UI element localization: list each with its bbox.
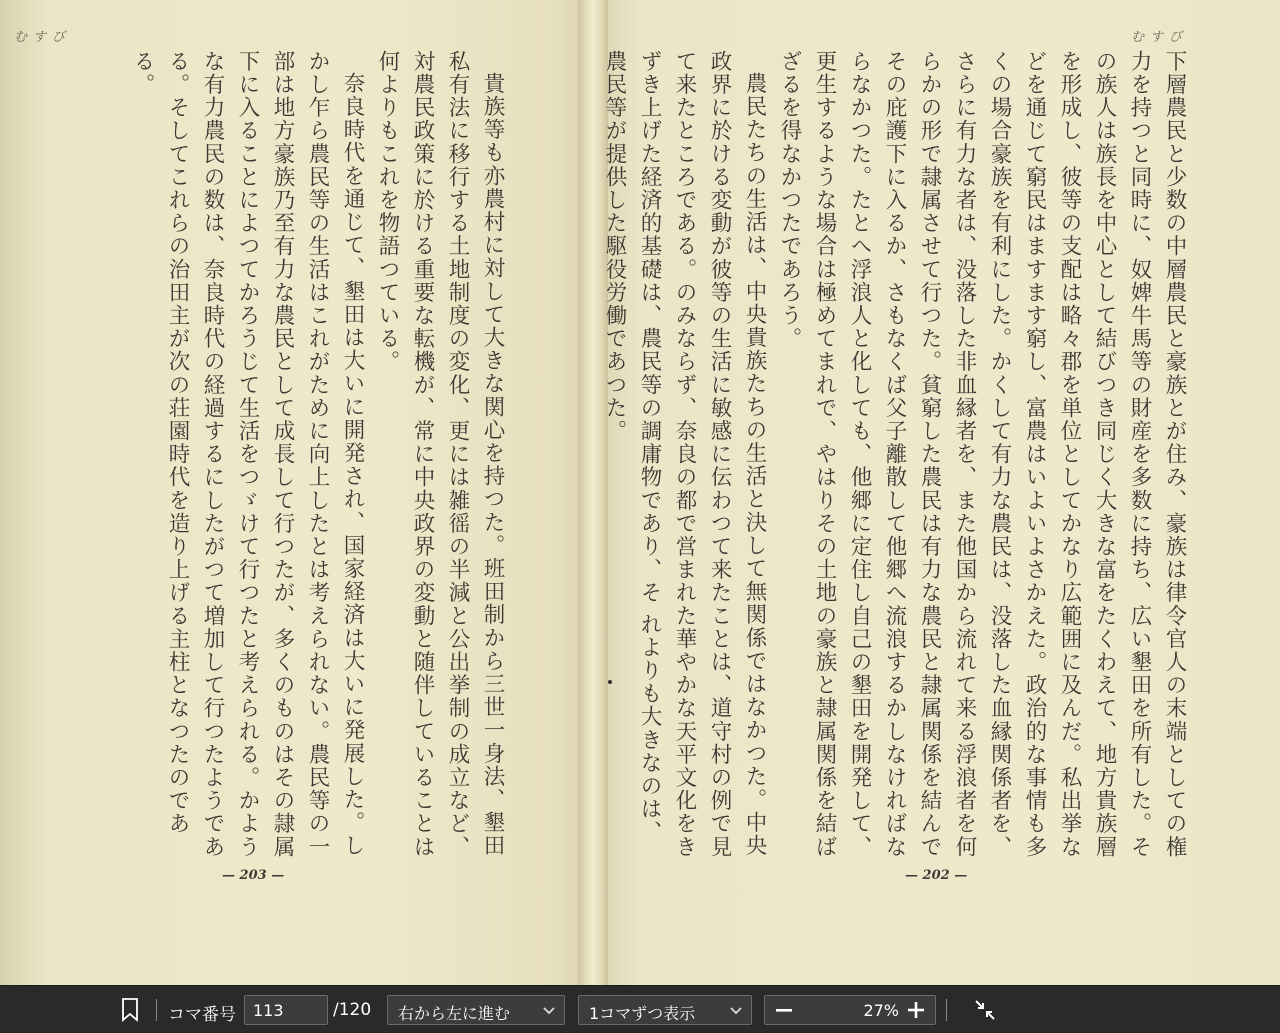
bookmark-button[interactable]: [118, 997, 142, 1023]
right-running-head: むすび: [1130, 30, 1188, 45]
frame-number-label: コマ番号: [168, 1005, 236, 1025]
toolbar-divider: [946, 999, 947, 1021]
chevron-down-icon: [542, 1003, 556, 1017]
collapse-icon[interactable]: [972, 997, 998, 1023]
paragraph: 貴族等も亦農村に対して大きな関心を持つた。班田制から三世一身法、墾田私有法に移行する土地制度の変化、更には雑徭の半減と公出挙制の成立など、対農民政策に於ける重要な転機が、常に中央政界の変動と随伴していることは何よりもこれを物語つている。: [375, 50, 505, 859]
zoom-in-button[interactable]: [905, 1000, 927, 1020]
zoom-level: 27%: [863, 1001, 899, 1020]
left-page-text: [130, 50, 510, 860]
viewer-toolbar: [0, 985, 1280, 1033]
paragraph: 農民たちの生活は、中央貴族たちの生活と決して無関係ではなかつた。中央政界に於ける変動が彼等の生活に敏感に伝わつて来たことは、道守村の例で見て来たところである。のみならず、奈良の都で営まれた華やかな天平文化をきずき上げた経済的基礎は、農民等の調庸物であり、そ れよりも大きなのは、農民等が提供した駆役労働であつた。: [602, 50, 767, 859]
view-mode-value: 1コマずつ表示: [589, 1004, 696, 1023]
zoom-control: [764, 995, 936, 1025]
right-page-text: [602, 50, 1192, 860]
paragraph: 奈良時代を通じて、墾田は大いに開発され、国家経済は大いに発展した。しかし乍ら農民等の生活はこれがために向上したとは考えられない。農民等の一部は地方豪族乃至有力な農民として成長して行つたが、多くのものはその隷属下に入ることによつてかろうじて生活をつゞけて行つたと考えられる。かような有力農民の数は、奈良時代の経過するにしたがつて増加して行つたようである。そしてこれらの治田主が次の荘園時代を造り上げる主柱となつたのである。: [130, 50, 365, 859]
left-running-head: むすび: [14, 30, 72, 45]
frame-total: /120: [333, 1000, 372, 1020]
right-page-number: — 202 —: [905, 868, 968, 883]
reading-direction-select[interactable]: [387, 995, 565, 1025]
view-mode-select[interactable]: [578, 995, 752, 1025]
left-page-number: — 203 —: [222, 868, 285, 883]
bookmark-icon: [121, 998, 139, 1022]
frame-number-input[interactable]: [244, 995, 328, 1025]
paper-speck: [608, 680, 612, 684]
paragraph: 下層農民と少数の中層農民と豪族とが住み、豪族は律令官人の末端としての権力を持つと同時に、奴婢牛馬等の財産を多数に持ち、広い墾田を所有した。その族人は族長を中心として結びつき同じく大きな富をたくわえて、地方貴族層を形成し、彼等の支配は略々郡を単位としてかなり広範囲に及んだ。私出挙などを通じて窮民はますます窮し、富農はいよいよさかえた。政治的な事情も多くの場合豪族を有利にした。かくして有力な農民は、没落した血縁関係者を、さらに有力な者は、没落した非血縁者を、また他国から流れて来る浮浪者を何らかの形で隷属させて行つた。貧窮した農民は有力な農民と隷属関係を結んでその庇護下に入るか、さもなくば父子離散して他郷へ流浪するかしなければならなかつた。たとへ浮浪人と化しても、他郷に定住し自己の墾田を開発して、更生するような場合は極めてまれで、やはりその土地の豪族と隷属関係を結ばざるを得なかつたであろう。: [777, 50, 1187, 859]
zoom-out-button[interactable]: [773, 1000, 795, 1020]
chevron-down-icon: [729, 1003, 743, 1017]
reading-direction-value: 右から左に進む: [398, 1004, 511, 1023]
toolbar-divider: [156, 999, 157, 1021]
